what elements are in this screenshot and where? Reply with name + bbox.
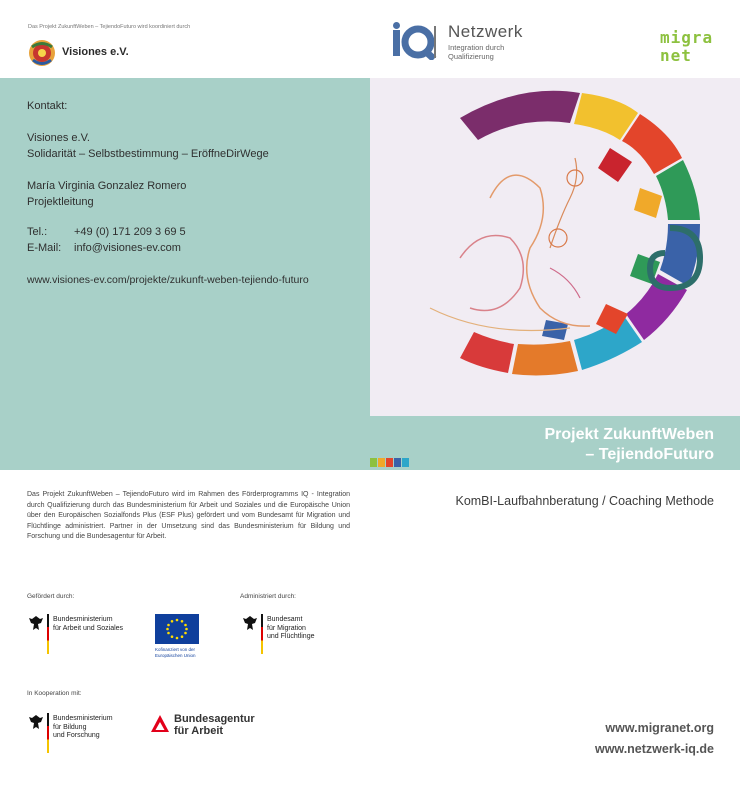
federal-eagle-icon	[28, 713, 44, 731]
email-label: E-Mail:	[27, 242, 62, 254]
coordination-note: Das Projekt ZukunftWeben – TejiendoFuturo wird koordiniert durch	[28, 24, 191, 30]
eu-caption: Kofinanziert von der Europäischen Union	[155, 647, 196, 658]
netzwerk-iq-url[interactable]: www.netzwerk-iq.de	[594, 742, 714, 756]
contact-person-role: Projektleitung	[27, 196, 94, 208]
bamf-logo-text: Bundesamt für Migration und Flüchtlinge	[267, 616, 315, 640]
project-title-bar	[370, 416, 740, 470]
contact-person-name: María Virginia Gonzalez Romero	[27, 180, 187, 192]
bmbf-logo-text: Bundesministerium für Bildung und Forschung	[53, 715, 113, 739]
project-title-line1: Projekt ZukunftWeben	[544, 426, 714, 443]
contact-org-name: Visiones e.V.	[27, 132, 90, 144]
migranet-logo-line1: migra	[660, 28, 714, 47]
flag-stripe	[47, 713, 49, 753]
subtitle-method: KomBI-Laufbahnberatung / Coaching Methode	[455, 494, 714, 508]
netzwerk-subtitle-1: Integration durch	[448, 43, 505, 52]
contact-panel	[0, 78, 370, 470]
migranet-logo-line2: net	[660, 46, 692, 65]
administriert-label: Administriert durch:	[240, 593, 296, 600]
visiones-name: Visiones e.V.	[62, 46, 129, 58]
contact-org-tagline: Solidarität – Selbstbestimmung – EröffneDirWege	[27, 148, 269, 160]
tel-value[interactable]: +49 (0) 171 209 3 69 5	[74, 226, 186, 238]
header-bar	[0, 0, 740, 78]
bmas-logo-text: Bundesministerium für Arbeit und Soziales	[53, 616, 124, 632]
flag-stripe	[261, 614, 263, 654]
tel-label: Tel.:	[27, 226, 48, 238]
bundesagentur-logo-text: Bundesagentur für Arbeit	[174, 713, 255, 737]
contact-website-link[interactable]: www.visiones-ev.com/projekte/zukunft-weben-tejiendo-futuro	[27, 274, 309, 286]
federal-eagle-icon	[242, 614, 258, 632]
iq-logo-icon	[390, 22, 438, 60]
netzwerk-word: Netzwerk	[448, 22, 523, 41]
federal-eagle-icon	[28, 614, 44, 632]
kooperation-label: In Kooperation mit:	[27, 690, 82, 697]
eu-flag-icon	[155, 614, 199, 644]
contact-heading: Kontakt:	[27, 100, 68, 112]
flag-stripe	[47, 614, 49, 654]
email-value[interactable]: info@visiones-ev.com	[74, 242, 181, 254]
cover-artwork	[370, 78, 740, 416]
bundesagentur-logo-icon	[150, 714, 170, 734]
visiones-logo-icon	[24, 38, 60, 68]
project-title-line2: – TejiendoFuturo	[585, 446, 714, 463]
gefoerdert-label: Gefördert durch:	[27, 593, 75, 600]
migranet-url[interactable]: www.migranet.org	[605, 721, 714, 735]
mosaic-moon-illustration	[370, 78, 740, 416]
netzwerk-subtitle-2: Qualifizierung	[448, 52, 494, 61]
funding-statement: Das Projekt ZukunftWeben – TejiendoFuturo wird im Rahmen des Förderprogramms IQ - Integration durch Qualifizierung durch das Bundesministerium für Arbeit und Soziales und die Europäische Union über den Europäischen Sozialfonds Plus (ESF Plus) gefördert und vom Bundesamt für Migration und Flüchtlinge administriert. Partner in der Umsetzung sind das Bundesministerium für Bildung und Forschung und die Bundesagentur für Arbeit.	[27, 491, 350, 540]
